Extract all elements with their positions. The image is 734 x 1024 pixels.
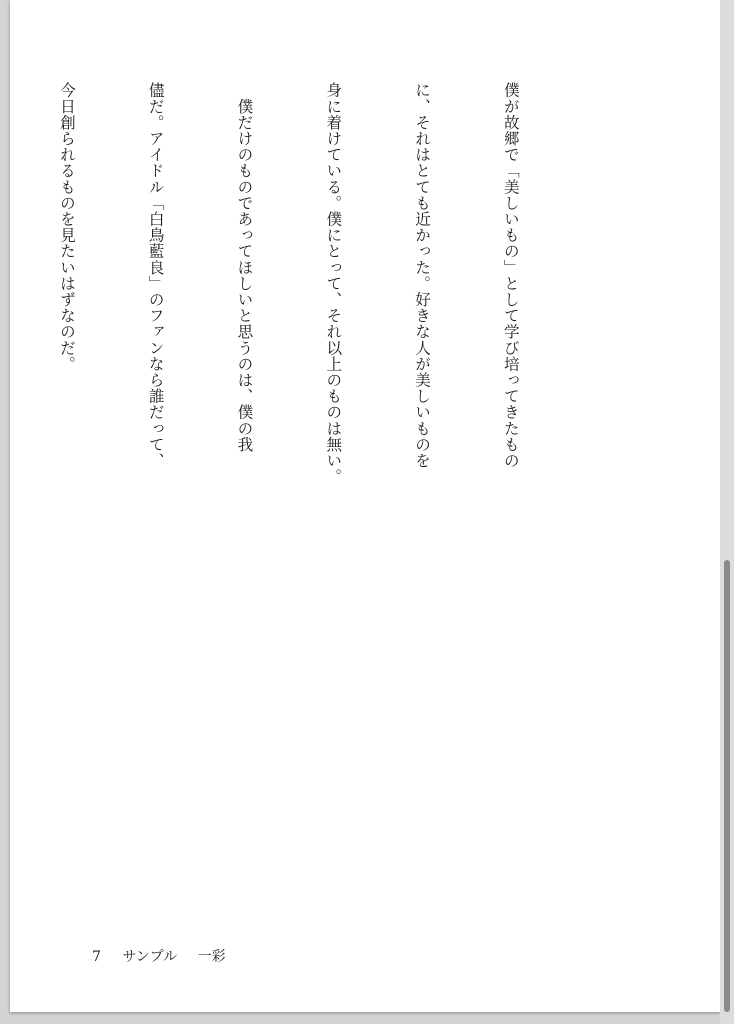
author-name: 一彩	[197, 949, 226, 965]
text-line: 儘だ。アイドル「白鳥藍良」のファンなら誰だって、	[146, 82, 165, 469]
page-footer	[92, 946, 226, 966]
scrollbar-thumb[interactable]	[724, 560, 730, 1012]
text-line: 僕が故郷で「美しいもの」として学び培ってきたもの	[501, 82, 520, 469]
scrollbar-track[interactable]	[720, 0, 734, 1024]
text-line: 僕だけのものであってほしいと思うのは、僕の我	[235, 82, 254, 453]
document-page	[10, 0, 720, 1012]
text-line: に、それはとても近かった。好きな人が美しいものを	[413, 82, 432, 469]
text-line: 身に着けている。僕にとって、それ以上のものは無い。	[324, 82, 343, 485]
body-text	[57, 82, 584, 502]
book-title: サンプル	[122, 949, 178, 965]
page-number: 7	[92, 949, 101, 965]
text-line: 今日創られるものを見たいはずなのだ。	[57, 82, 76, 372]
